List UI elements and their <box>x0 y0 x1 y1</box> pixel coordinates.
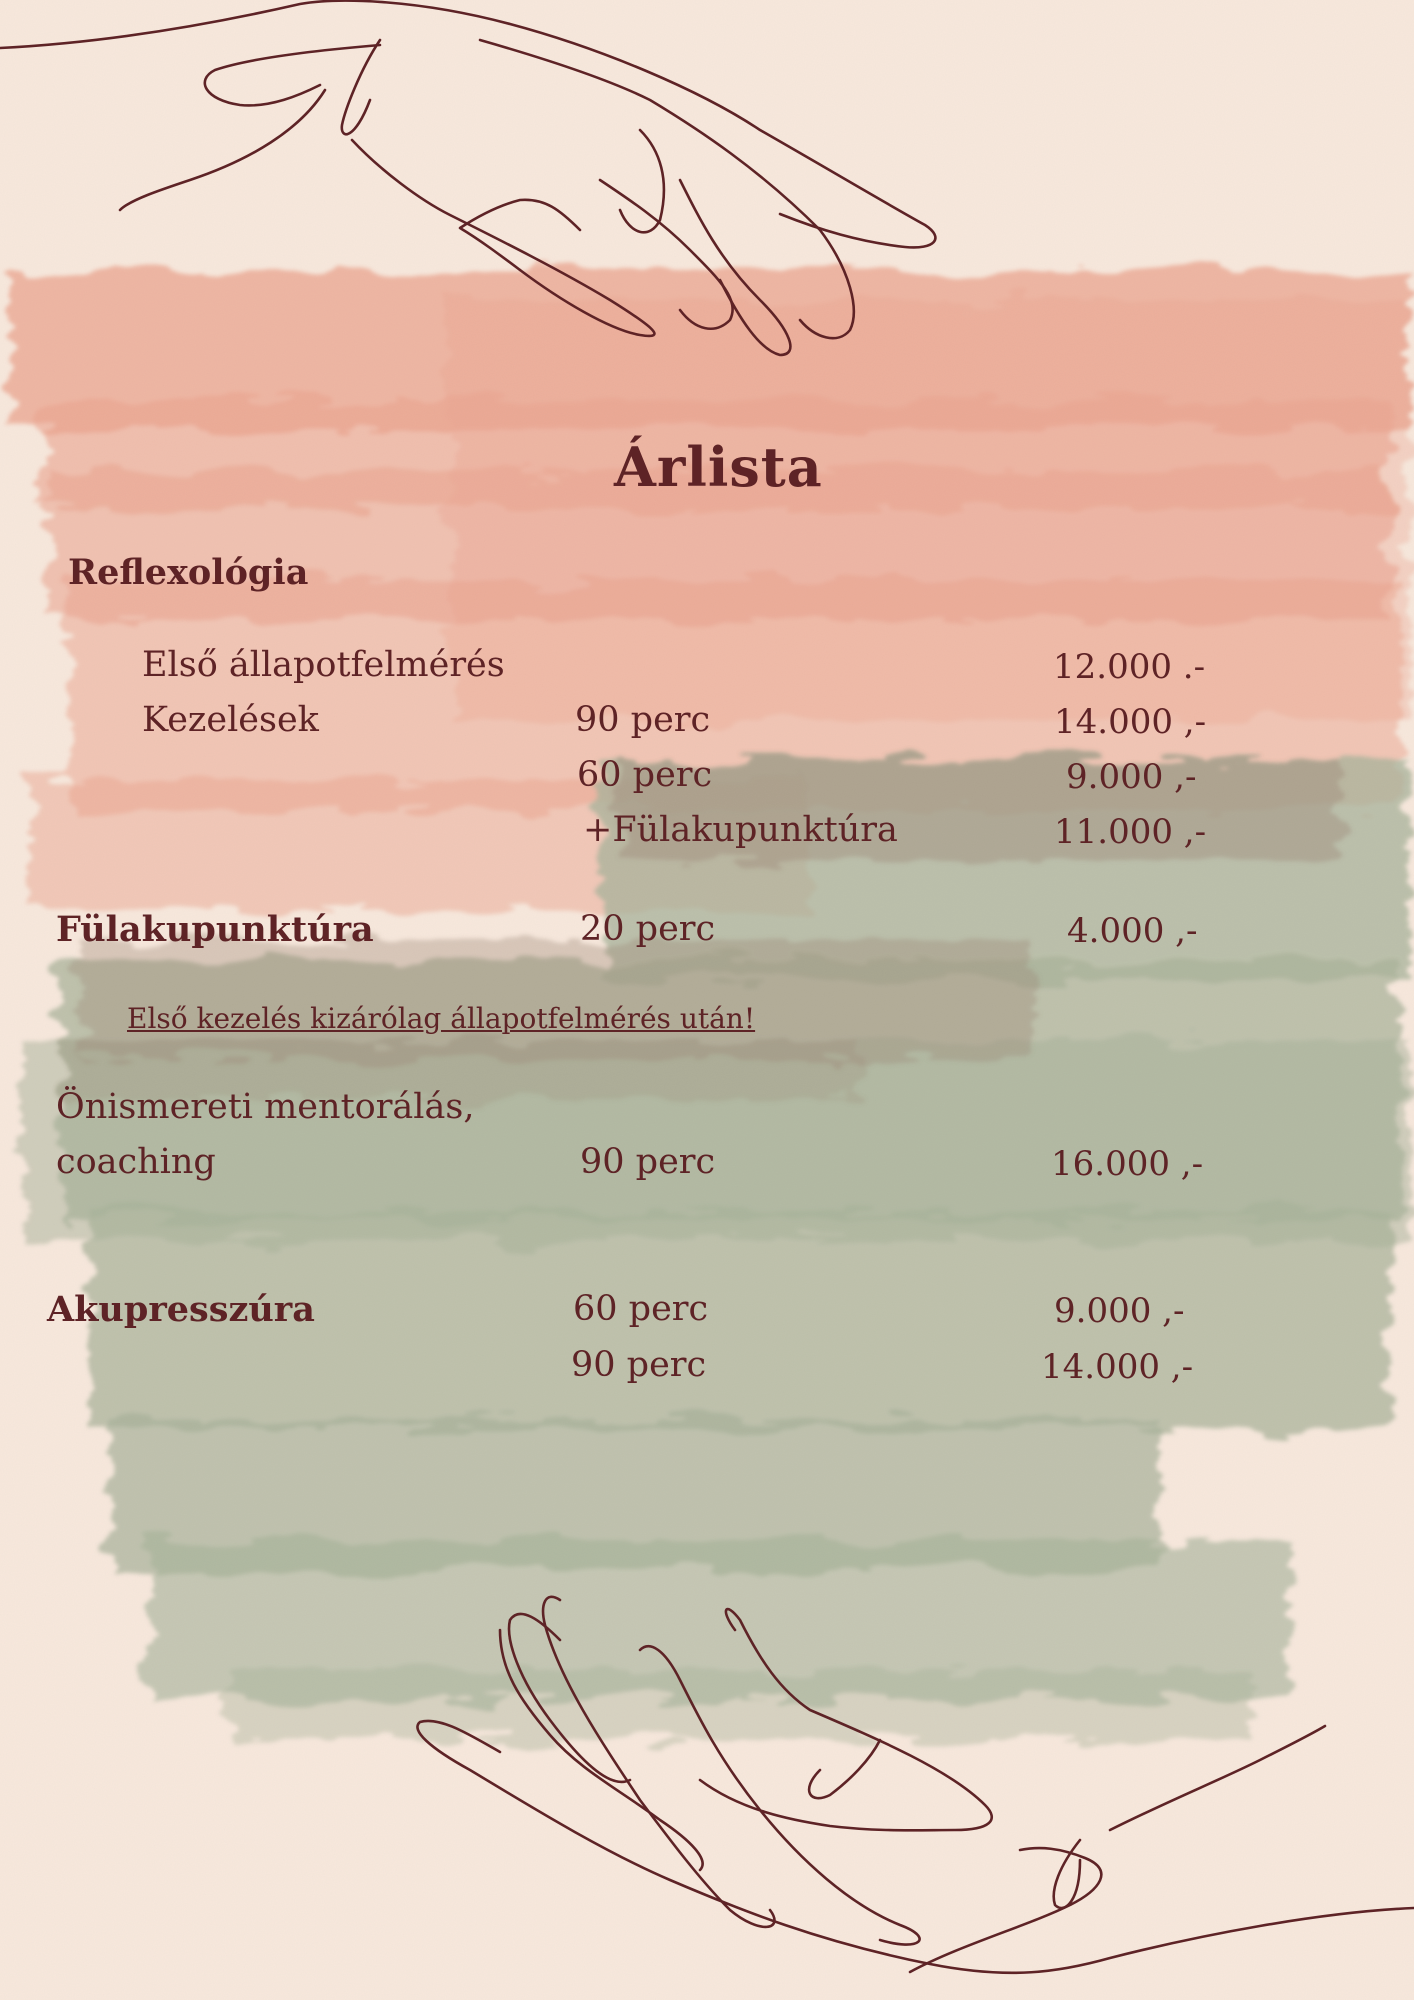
price-treatment-plus-ear: 11.000 ,- <box>1054 812 1207 852</box>
duration-treatment-90: 90 perc <box>575 700 711 740</box>
duration-treatment-60: 60 perc <box>577 755 713 795</box>
page-title: Árlista <box>614 435 823 499</box>
assessment-required-note: Első kezelés kizárólag állapotfelmérés után! <box>127 1002 756 1035</box>
price-fulakupunktura: 4.000 ,- <box>1067 911 1198 951</box>
item-first-assessment: Első állapotfelmérés <box>142 645 505 685</box>
section-title-onismereti-line2: coaching <box>56 1142 216 1182</box>
section-title-reflexologia: Reflexológia <box>68 552 309 593</box>
section-title-fulakupunktura: Fülakupunktúra <box>56 909 374 950</box>
price-onismereti: 16.000 ,- <box>1051 1144 1204 1184</box>
price-treatment-90: 14.000 ,- <box>1054 702 1207 742</box>
duration-akupresszura-90: 90 perc <box>571 1345 707 1385</box>
duration-fulakupunktura: 20 perc <box>580 909 716 949</box>
price-akupresszura-90: 14.000 ,- <box>1041 1347 1194 1387</box>
price-first-assessment: 12.000 .- <box>1053 647 1206 687</box>
section-title-onismereti-line1: Önismereti mentorálás, <box>56 1087 475 1127</box>
section-title-akupresszura: Akupresszúra <box>47 1289 315 1330</box>
duration-akupresszura-60: 60 perc <box>573 1289 709 1329</box>
price-treatment-60: 9.000 ,- <box>1066 757 1197 797</box>
duration-treatment-plus-ear: +Fülakupunktúra <box>583 810 898 850</box>
price-akupresszura-60: 9.000 ,- <box>1054 1291 1185 1331</box>
item-treatments: Kezelések <box>142 700 319 740</box>
duration-onismereti: 90 perc <box>580 1142 716 1182</box>
